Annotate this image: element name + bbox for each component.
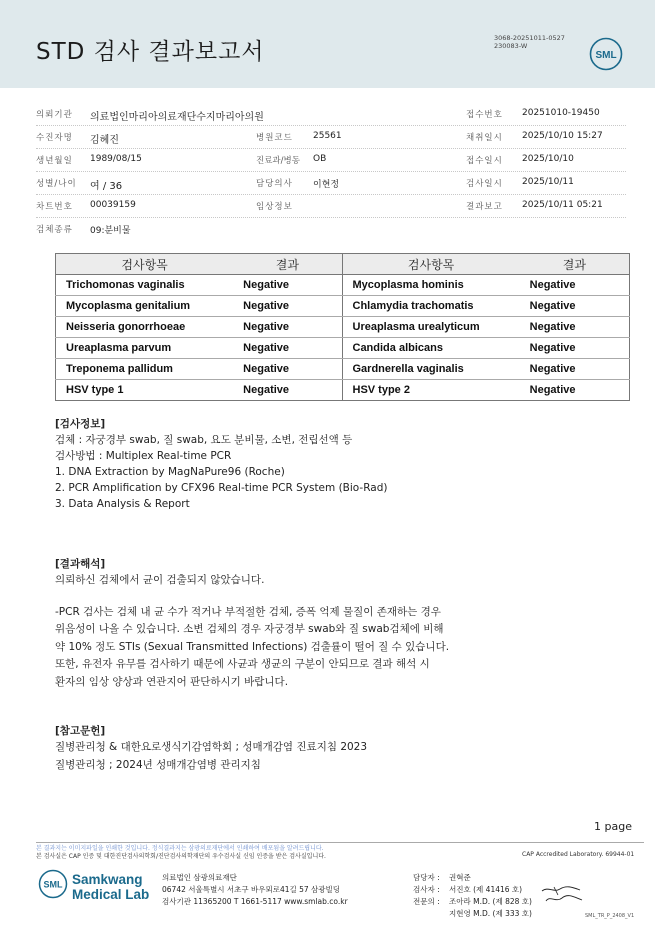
test-item: Candida albicans (342, 338, 520, 359)
report-time-label: 결과보고 (466, 202, 503, 212)
results-table (55, 253, 630, 401)
staff-role: 전문의 : (413, 897, 440, 906)
reference-line: 질병관리청 ; 2024년 성매개감염병 관리지침 (55, 758, 261, 771)
org-line: 06742 서울특별시 서초구 바우뫼로41길 57 삼광빌딩 (162, 885, 341, 894)
test-info-section (55, 416, 615, 512)
test-result: Negative (520, 317, 630, 338)
org-line: 검사기관 11365200 T 1661-5117 www.smlab.co.kr (162, 897, 348, 906)
test-item: HSV type 2 (342, 380, 520, 401)
staff-role: 담당자 : (413, 873, 440, 882)
table-row (56, 359, 630, 380)
test-result: Negative (233, 380, 342, 401)
test-result: Negative (233, 275, 342, 296)
header-test-item-right: 검사항목 (342, 254, 520, 275)
interpretation-summary: 의뢰하신 검체에서 균이 검출되지 않았습니다. (55, 574, 265, 586)
document-code-line-2: 230083-W (494, 42, 528, 50)
table-row (56, 275, 630, 296)
brand-line-1: Samkwang (72, 872, 143, 887)
brand-line-2: Medical Lab (72, 887, 150, 902)
test-item: Mycoplasma genitalium (56, 296, 234, 317)
org-line: 의료법인 삼광의료재단 (162, 873, 237, 882)
samkwang-logo-icon (38, 869, 68, 899)
clinical-label: 임상정보 (256, 202, 293, 212)
page-number: 1 page (594, 820, 632, 833)
interpretation-line: 또한, 유전자 유무를 검사하기 때문에 사균과 생균의 구분이 안되므로 결과 해석 시 (55, 658, 430, 670)
staff-row (413, 896, 532, 908)
accreditation-notice: 본 검사실은 CAP 인증 및 대한진단검사의학회/진단검사의학재단의 우수검사실 신임 인증을 받은 검사실입니다. (36, 853, 326, 860)
test-result: Negative (520, 380, 630, 401)
header-test-item-left: 검사항목 (56, 254, 234, 275)
test-info-line: 검사방법 : Multiplex Real-time PCR (55, 450, 232, 462)
patient-value: 김혜진 (90, 135, 119, 146)
test-info-line: 1. DNA Extraction by MagNaPure96 (Roche) (55, 466, 285, 478)
dept-value: OB (313, 154, 327, 164)
report-title: STD 검사 결과보고서 (36, 39, 265, 65)
doctor-label: 담당의사 (256, 179, 293, 189)
interpretation-section (55, 556, 615, 691)
test-result: Negative (233, 338, 342, 359)
interpretation-line: 위음성이 나올 수 있습니다. 소변 검체의 경우 자궁경부 swab와 질 swab검체에 비해 (55, 623, 444, 635)
staff-row (413, 872, 471, 884)
test-result: Negative (520, 296, 630, 317)
test-item: Chlamydia trachomatis (342, 296, 520, 317)
staff-role: 검사자 : (413, 885, 440, 894)
print-notice: 본 결과지는 이미지파일을 인쇄한 것입니다. 정식결과지는 삼광의료재단에서 인쇄하여 배포됨을 알려드립니다. (36, 845, 324, 852)
interpretation-line: 환자의 임상 양상과 연관지어 판단하시기 바랍니다. (55, 675, 289, 688)
institution-label: 의뢰기관 (36, 110, 73, 120)
form-code: SML_TR_P_2408_V1 (585, 913, 635, 919)
hospital-code-label: 병원코드 (256, 133, 293, 143)
info-row-6 (36, 218, 626, 241)
header-result-right: 결과 (520, 254, 630, 275)
header-result-left: 결과 (233, 254, 342, 275)
references-title: [참고문헌] (55, 725, 106, 737)
staff-name: 조아라 M.D. (제 828 호) (449, 897, 532, 906)
chart-no-label: 차트번호 (36, 202, 73, 212)
test-result: Negative (233, 296, 342, 317)
test-item: Treponema pallidum (56, 359, 234, 380)
test-info-title: [검사정보] (55, 418, 106, 430)
specimen-value: 09:분비물 (90, 226, 131, 236)
document-code-line-1: 3068-20251011-0527 (494, 34, 565, 42)
collect-time-value: 2025/10/10 15:27 (522, 131, 603, 141)
accept-date-value: 2025/10/10 (522, 154, 574, 164)
hospital-code-value: 25561 (313, 131, 342, 141)
test-info-line: 2. PCR Amplification by CFX96 Real-time PCR System (Bio-Rad) (55, 482, 388, 494)
collect-time-label: 채취일시 (466, 133, 503, 143)
info-row-3 (36, 149, 626, 172)
test-result: Negative (233, 359, 342, 380)
test-result: Negative (233, 317, 342, 338)
interpretation-title: [결과해석] (55, 558, 106, 570)
info-row-1 (36, 103, 626, 126)
staff-row (413, 908, 532, 920)
test-item: Mycoplasma hominis (342, 275, 520, 296)
sml-logo-text: SML (595, 50, 617, 61)
test-item: Trichomonas vaginalis (56, 275, 234, 296)
sex-age-value: 여 / 36 (90, 181, 123, 192)
test-item: HSV type 1 (56, 380, 234, 401)
test-item: Ureaplasma urealyticum (342, 317, 520, 338)
signature-icon (540, 883, 584, 907)
receipt-no-value: 20251010-19450 (522, 108, 600, 118)
receipt-no-label: 접수번호 (466, 110, 503, 120)
test-info-line: 3. Data Analysis & Report (55, 498, 190, 510)
interpretation-line: 약 10% 정도 STIs (Sexual Transmitted Infections) 검출률이 떨어 질 수 있습니다. (55, 640, 450, 653)
staff-name: 서진호 (제 41416 호) (449, 885, 523, 894)
test-result: Negative (520, 338, 630, 359)
references-section (55, 723, 615, 774)
specimen-label: 검체종류 (36, 225, 73, 235)
test-result: Negative (520, 275, 630, 296)
report-time-value: 2025/10/11 05:21 (522, 200, 603, 210)
sml-logo-icon (589, 37, 623, 71)
brand-name (72, 872, 149, 902)
exam-date-label: 검사일시 (466, 179, 503, 189)
test-item: Ureaplasma parvum (56, 338, 234, 359)
sex-age-label: 성별/나이 (36, 179, 77, 189)
interpretation-line: -PCR 검사는 검체 내 균 수가 적거나 부적절한 검체, 증폭 억제 물질이 존재하는 경우 (55, 605, 441, 618)
test-result: Negative (520, 359, 630, 380)
institution-value: 의료법인마리아의료재단수지마리아의원 (90, 112, 264, 123)
exam-date-value: 2025/10/11 (522, 177, 574, 187)
table-row (56, 296, 630, 317)
info-row-5 (36, 195, 626, 218)
reference-line: 질병관리청 & 대한요로생식기감염학회 ; 성매개감염 진료지침 2023 (55, 741, 368, 753)
footer-logo-text: SML (43, 879, 63, 890)
test-info-line: 검체 : 자궁경부 swab, 질 swab, 요도 분비물, 소변, 전립선액 등 (55, 434, 353, 446)
chart-no-value: 00039159 (90, 200, 136, 210)
results-header-row (56, 254, 630, 275)
doctor-value: 이현정 (313, 180, 340, 190)
info-row-4 (36, 172, 626, 195)
document-code (494, 34, 565, 50)
table-row (56, 317, 630, 338)
staff-row (413, 884, 523, 896)
organization-info (162, 872, 348, 908)
info-row-2 (36, 126, 626, 149)
birth-value: 1989/08/15 (90, 154, 142, 164)
spacer (55, 590, 615, 604)
staff-list (413, 872, 532, 920)
cap-accreditation: CAP Accredited Laboratory. 69944-01 (522, 851, 635, 858)
test-item: Gardnerella vaginalis (342, 359, 520, 380)
staff-name: 권혁준 (449, 873, 471, 882)
table-row (56, 338, 630, 359)
accept-date-label: 접수일시 (466, 156, 503, 166)
table-row (56, 380, 630, 401)
patient-label: 수진자명 (36, 133, 73, 143)
test-item: Neisseria gonorrhoeae (56, 317, 234, 338)
birth-label: 생년월일 (36, 156, 73, 166)
dept-label: 진료과/병동 (256, 156, 300, 166)
staff-name: 지현영 M.D. (제 333 호) (449, 909, 532, 918)
